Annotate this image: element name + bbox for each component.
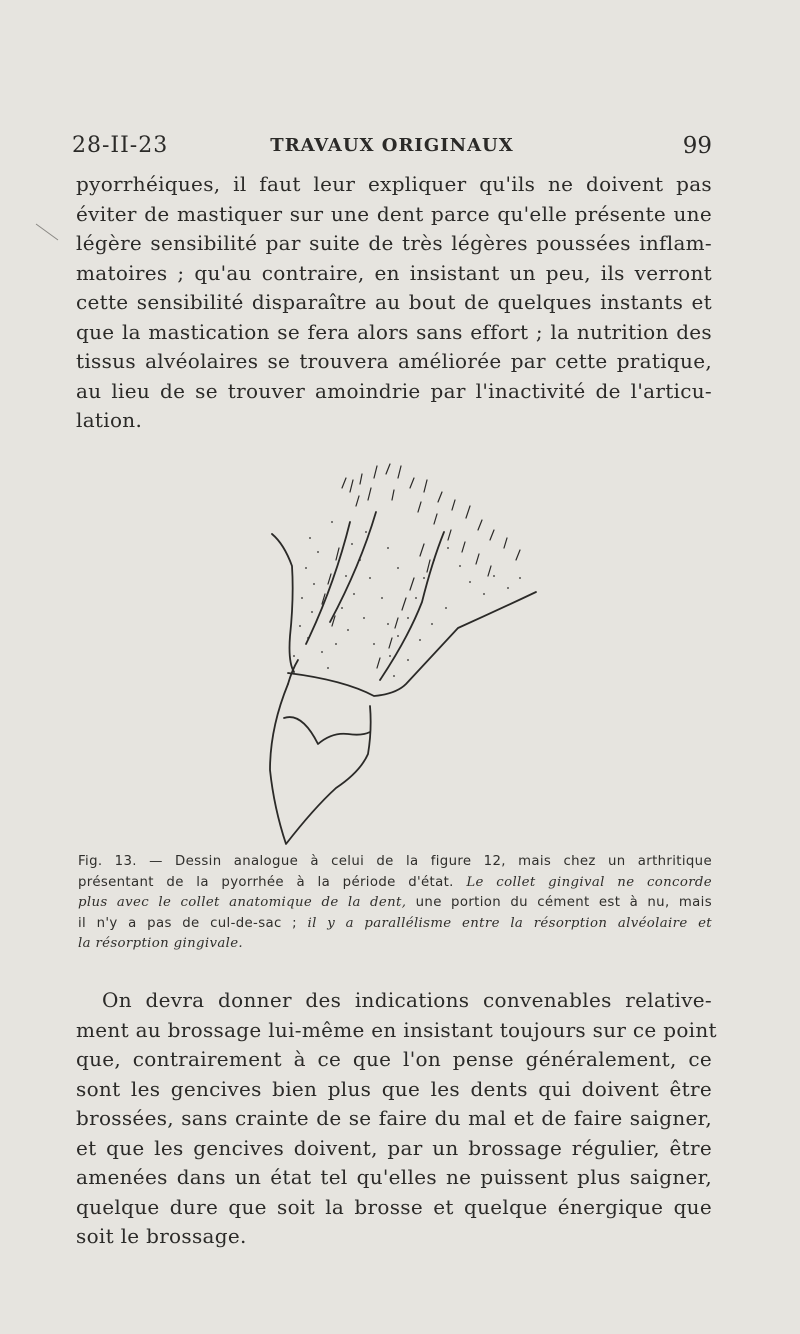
paragraph-line: matoires ; qu'au contraire, en insistant un peu, ils verront [76, 260, 712, 285]
paragraph-line: et que les gencives doivent, par un brossage régulier, être [76, 1135, 712, 1160]
caption-text: il n'y a pas de cul-de-sac ; [78, 915, 308, 931]
paragraph-1 [76, 170, 712, 436]
paragraph-line: quelque dure que soit la brosse et quelque énergique que [76, 1194, 712, 1219]
caption-italic-text: Le collet gingival ne concorde [466, 874, 713, 890]
figure-caption [78, 852, 712, 955]
paragraph-line: brossées, sans crainte de se faire du mal et de faire saigner, [76, 1106, 712, 1130]
caption-line: Fig. 13. — Dessin analogue à celui de la figure 12, mais chez un arthritique [78, 854, 712, 869]
paragraph-line: soit le brossage. [76, 1224, 247, 1248]
paragraph-line: éviter de mastiquer sur une dent parce qu'elle présente une [76, 201, 712, 226]
caption-line [78, 914, 712, 935]
paragraph-line: que, contrairement à ce que l'on pense généralement, ce [76, 1047, 712, 1071]
caption-italic-text: la résorption gingivale. [78, 936, 244, 951]
header-date: 28-II-23 [72, 133, 169, 158]
paragraph-line: légère sensibilité par suite de très légères poussées inflam- [76, 231, 712, 255]
periodontal-fibres [322, 464, 520, 668]
header-section-title: TRAVAUX ORIGINAUX [270, 135, 514, 156]
caption-text: une portion du cément est à nu, mais [406, 895, 712, 910]
tooth-gingiva-drawing [248, 448, 558, 858]
page-number: 99 [682, 133, 712, 159]
margin-pencil-mark [34, 222, 64, 244]
caption-line [78, 893, 712, 914]
caption-line [78, 934, 712, 955]
caption-italic-text: il y a parallélisme entre la résorption alvéolaire et [307, 915, 712, 931]
paragraph-line: cette sensibilité disparaître au bout de quelques instants et [76, 290, 712, 314]
paragraph-line: tissus alvéolaires se trouvera améliorée par cette pratique, [76, 349, 712, 373]
paragraph-2 [76, 986, 717, 1252]
cemento-enamel-junction [284, 717, 370, 744]
caption-italic-text: plus avec le collet anatomique de la dent, [78, 895, 407, 910]
caption-text: présentant de la pyorrhée à la période d'état. [78, 874, 467, 890]
paragraph-line: On devra donner des indications convenables relative- [102, 988, 712, 1012]
tooth-crown-outline [270, 684, 371, 844]
gingival-tissue-stipple [293, 521, 521, 677]
tooth-root-outline [288, 592, 536, 696]
paragraph-line: ment au brossage lui-même en insistant toujours sur ce point [76, 1017, 717, 1042]
paragraph-line: lation. [76, 408, 143, 432]
running-head [72, 133, 712, 163]
paragraph-line: amenées dans un état tel qu'elles ne puissent plus saigner, [76, 1165, 712, 1189]
paragraph-line: que la mastication se fera alors sans effort ; la nutrition des [76, 319, 712, 344]
paragraph-line: pyorrhéiques, il faut leur expliquer qu'ils ne doivent pas [76, 172, 712, 196]
paragraph-line: sont les gencives bien plus que les dents qui doivent être [76, 1076, 712, 1101]
caption-line [78, 873, 712, 894]
paragraph-line: au lieu de se trouver amoindrie par l'inactivité de l'articu- [76, 378, 712, 403]
